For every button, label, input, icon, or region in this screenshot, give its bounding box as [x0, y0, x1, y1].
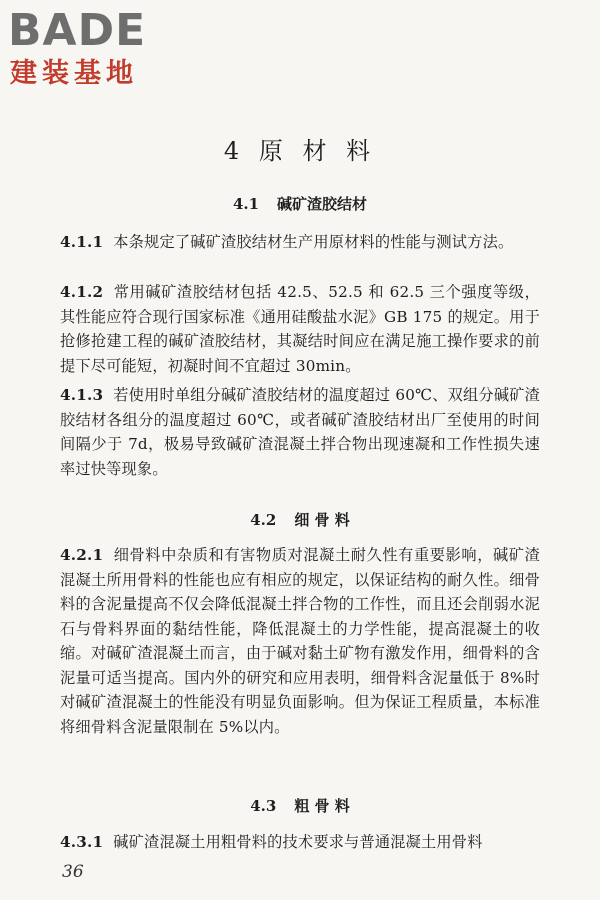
- section-number: 4.1: [232, 195, 260, 213]
- logo-wordmark: BADE: [8, 5, 147, 56]
- clause-4-1-1: [60, 230, 540, 255]
- section-heading-4-3: [0, 795, 600, 817]
- clause-number: 4.3.1: [60, 833, 104, 851]
- clause-4-1-2: [60, 280, 540, 378]
- clause-4-1-3: [60, 383, 540, 481]
- section-number: 4.3: [250, 797, 277, 815]
- clause-text: 细骨料中杂质和有害物质对混凝土耐久性有重要影响，碱矿渣混凝土所用骨料的性能也应有相应的规定，以保证结构的耐久性。细骨料的含泥量提高不仅会降低混凝土拌合物的工作性，而且还会削弱水泥石与骨料界面的黏结性能，降低混凝土的力学性能，提高混凝土的收缩。对碱矿渣混凝土而言，由于碱对黏土矿物有激发作用，细骨料的含泥量可适当提高。国内外的研究和应用表明，细骨料含泥量低于 8%时对碱矿渣混凝土的性能没有明显负面影响。但为保证工程质量，本标准将细骨料含泥量限制在 5%以内。: [60, 546, 540, 736]
- section-title-text: 粗 骨 料: [294, 797, 350, 815]
- clause-number: 4.1.2: [60, 283, 104, 301]
- clause-text: 本条规定了碱矿渣胶结材生产用原材料的性能与测试方法。: [113, 233, 514, 251]
- clause-number: 4.2.1: [60, 546, 104, 564]
- clause-number: 4.1.3: [60, 386, 104, 404]
- section-heading-4-1: [0, 193, 600, 215]
- chapter-title: 4 原 材 料: [223, 137, 377, 165]
- clause-text: 碱矿渣混凝土用粗骨料的技术要求与普通混凝土用骨料: [113, 833, 483, 851]
- logo-subtitle: 建装基地: [10, 58, 138, 89]
- page-number: 36: [62, 862, 84, 882]
- clause-text: 常用碱矿渣胶结材包括 42.5、52.5 和 62.5 三个强度等级，其性能应符合现行国家标准《通用硅酸盐水泥》GB 175 的规定。用于抢修抢建工程的碱矿渣胶结材，其凝结时间应在满足施工操作要求的前提下尽可能短，初凝时间不宜超过 30min。: [60, 283, 540, 375]
- section-heading-4-2: [0, 509, 600, 531]
- logo: [8, 6, 178, 92]
- section-title-text: 细 骨 料: [294, 511, 350, 529]
- clause-4-2-1: [60, 543, 540, 739]
- section-number: 4.2: [250, 511, 277, 529]
- section-title-text: 碱矿渣胶结材: [277, 195, 368, 213]
- clause-text: 若使用时单组分碱矿渣胶结材的温度超过 60℃、双组分碱矿渣胶结材各组分的温度超过 60℃，或者碱矿渣胶结材出厂至使用的时间间隔少于 7d，极易导致碱矿渣混凝土拌合物出现速凝和工作性损失速率过快等现象。: [60, 386, 540, 478]
- clause-number: 4.1.1: [60, 233, 104, 251]
- clause-4-3-1: [60, 830, 540, 855]
